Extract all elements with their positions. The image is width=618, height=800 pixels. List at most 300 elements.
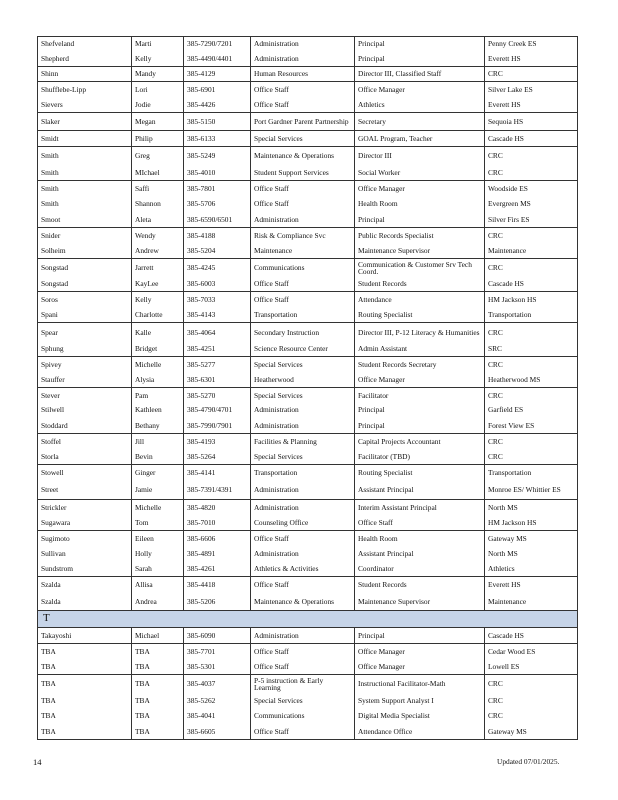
cell-title: Communication & Customer Srv Tech Coord. — [355, 259, 485, 277]
cell-last: TBA — [38, 709, 132, 724]
table-row — [38, 357, 578, 373]
cell-location: Transportation — [485, 465, 578, 481]
cell-last: TBA — [38, 675, 132, 693]
cell-title: Social Worker — [355, 165, 485, 181]
table-row — [38, 593, 578, 611]
cell-first: Michelle — [132, 357, 184, 373]
cell-title: System Support Analyst I — [355, 693, 485, 709]
cell-location: CRC — [485, 434, 578, 450]
cell-title: Office Staff — [355, 516, 485, 531]
cell-phone: 385-6133 — [184, 131, 251, 147]
cell-phone: 385-4064 — [184, 323, 251, 342]
cell-title: Assistant Principal — [355, 481, 485, 500]
cell-department: Office Staff — [251, 181, 355, 197]
cell-first: TBA — [132, 675, 184, 693]
cell-location: Garfield ES — [485, 403, 578, 418]
cell-first: Holly — [132, 547, 184, 562]
cell-phone: 385-5706 — [184, 197, 251, 212]
cell-department: Administration — [251, 418, 355, 434]
table-row — [38, 465, 578, 481]
section-header — [38, 611, 578, 628]
cell-first: Tom — [132, 516, 184, 531]
cell-first: Kalle — [132, 323, 184, 342]
cell-title: Facilitator (TBD) — [355, 450, 485, 465]
cell-title: Maintenance Supervisor — [355, 593, 485, 611]
cell-title: GOAL Program, Teacher — [355, 131, 485, 147]
cell-last: Sievers — [38, 98, 132, 113]
cell-last: Smith — [38, 197, 132, 212]
table-row — [38, 418, 578, 434]
cell-phone: 385-6606 — [184, 531, 251, 547]
cell-department: Heatherwood — [251, 373, 355, 388]
cell-phone: 385-6605 — [184, 724, 251, 740]
cell-last: Shefveland — [38, 37, 132, 51]
cell-location: Forest View ES — [485, 418, 578, 434]
cell-phone: 385-5150 — [184, 113, 251, 131]
cell-location: HM Jackson HS — [485, 292, 578, 308]
cell-phone: 385-6301 — [184, 373, 251, 388]
cell-title: Attendance Office — [355, 724, 485, 740]
cell-last: Stilwell — [38, 403, 132, 418]
cell-first: Allisa — [132, 577, 184, 593]
cell-phone: 385-6901 — [184, 82, 251, 98]
cell-department: Human Resources — [251, 67, 355, 82]
staff-directory-table — [37, 36, 578, 740]
cell-location: Transportation — [485, 308, 578, 323]
cell-phone: 385-4418 — [184, 577, 251, 593]
cell-department: P-5 instruction & Early Learning — [251, 675, 355, 693]
cell-department: Office Staff — [251, 82, 355, 98]
table-row — [38, 308, 578, 323]
cell-department: Communications — [251, 709, 355, 724]
table-row — [38, 277, 578, 292]
cell-department: Administration — [251, 628, 355, 644]
cell-last: Slaker — [38, 113, 132, 131]
cell-department: Office Staff — [251, 659, 355, 675]
cell-phone: 385-4426 — [184, 98, 251, 113]
cell-department: Maintenance — [251, 244, 355, 259]
cell-phone: 385-4041 — [184, 709, 251, 724]
cell-location: Maintenance — [485, 244, 578, 259]
cell-last: TBA — [38, 659, 132, 675]
cell-last: Smith — [38, 165, 132, 181]
cell-first: Shannon — [132, 197, 184, 212]
cell-phone: 385-4141 — [184, 465, 251, 481]
table-row — [38, 693, 578, 709]
cell-last: Szalda — [38, 577, 132, 593]
table-row — [38, 500, 578, 516]
cell-department: Administration — [251, 500, 355, 516]
cell-title: Office Manager — [355, 82, 485, 98]
cell-location: CRC — [485, 67, 578, 82]
table-row — [38, 37, 578, 51]
cell-last: TBA — [38, 644, 132, 659]
cell-title: Principal — [355, 628, 485, 644]
cell-department: Maintenance & Operations — [251, 147, 355, 165]
cell-location: Cascade HS — [485, 628, 578, 644]
cell-department: Administration — [251, 481, 355, 500]
cell-last: Sugawara — [38, 516, 132, 531]
cell-first: TBA — [132, 709, 184, 724]
cell-location: Gateway MS — [485, 531, 578, 547]
cell-phone: 385-4037 — [184, 675, 251, 693]
cell-department: Maintenance & Operations — [251, 593, 355, 611]
cell-phone: 385-6003 — [184, 277, 251, 292]
cell-first: Kelly — [132, 292, 184, 308]
cell-location: CRC — [485, 709, 578, 724]
table-row — [38, 67, 578, 82]
cell-department: Administration — [251, 51, 355, 67]
cell-phone: 385-6590/6501 — [184, 212, 251, 228]
cell-last: Stoddard — [38, 418, 132, 434]
cell-last: Solheim — [38, 244, 132, 259]
cell-title: Health Room — [355, 197, 485, 212]
cell-department: Special Services — [251, 450, 355, 465]
cell-last: Songstad — [38, 277, 132, 292]
cell-department: Port Gardner Parent Partnership — [251, 113, 355, 131]
cell-first: Jamie — [132, 481, 184, 500]
cell-last: Smidt — [38, 131, 132, 147]
cell-last: Soros — [38, 292, 132, 308]
table-row — [38, 244, 578, 259]
cell-phone: 385-4010 — [184, 165, 251, 181]
table-row — [38, 82, 578, 98]
cell-department: Special Services — [251, 388, 355, 403]
cell-first: Lori — [132, 82, 184, 98]
cell-first: Mandy — [132, 67, 184, 82]
cell-last: Sugimoto — [38, 531, 132, 547]
cell-first: Michael — [132, 628, 184, 644]
cell-location: CRC — [485, 675, 578, 693]
cell-department: Office Staff — [251, 577, 355, 593]
cell-first: Wendy — [132, 228, 184, 244]
cell-location: Heatherwood MS — [485, 373, 578, 388]
cell-phone: 385-4188 — [184, 228, 251, 244]
cell-first: Aleta — [132, 212, 184, 228]
cell-location: Silver Firs ES — [485, 212, 578, 228]
cell-last: Stever — [38, 388, 132, 403]
cell-location: Woodside ES — [485, 181, 578, 197]
cell-department: Administration — [251, 547, 355, 562]
cell-phone: 385-4790/4701 — [184, 403, 251, 418]
cell-department: Athletics & Activities — [251, 562, 355, 577]
cell-location: Everett HS — [485, 51, 578, 67]
cell-location: Cedar Wood ES — [485, 644, 578, 659]
cell-first: Andrea — [132, 593, 184, 611]
cell-first: MIchael — [132, 165, 184, 181]
cell-location: Cascade HS — [485, 131, 578, 147]
cell-last: TBA — [38, 693, 132, 709]
cell-last: Smoot — [38, 212, 132, 228]
cell-first: Pam — [132, 388, 184, 403]
section-letter: T — [38, 611, 578, 628]
cell-first: Alysia — [132, 373, 184, 388]
cell-location: CRC — [485, 228, 578, 244]
cell-phone: 385-7290/7201 — [184, 37, 251, 51]
cell-department: Science Resource Center — [251, 342, 355, 357]
table-row — [38, 342, 578, 357]
table-row — [38, 434, 578, 450]
cell-location: Athletics — [485, 562, 578, 577]
cell-location: CRC — [485, 259, 578, 277]
cell-title: Principal — [355, 51, 485, 67]
cell-location: SRC — [485, 342, 578, 357]
cell-department: Office Staff — [251, 724, 355, 740]
cell-first: TBA — [132, 693, 184, 709]
cell-department: Counseling Office — [251, 516, 355, 531]
cell-phone: 385-7801 — [184, 181, 251, 197]
cell-department: Office Staff — [251, 197, 355, 212]
cell-phone: 385-5249 — [184, 147, 251, 165]
table-row — [38, 51, 578, 67]
cell-last: Sundstrom — [38, 562, 132, 577]
table-row — [38, 113, 578, 131]
cell-title: Digital Media Specialist — [355, 709, 485, 724]
cell-location: CRC — [485, 450, 578, 465]
cell-title: Instructional Facilitator-Math — [355, 675, 485, 693]
table-row — [38, 562, 578, 577]
cell-first: Jodie — [132, 98, 184, 113]
cell-location: Everett HS — [485, 577, 578, 593]
cell-phone: 385-5204 — [184, 244, 251, 259]
cell-first: KayLee — [132, 277, 184, 292]
cell-location: Maintenance — [485, 593, 578, 611]
table-row — [38, 373, 578, 388]
cell-department: Risk & Compliance Svc — [251, 228, 355, 244]
cell-first: Philip — [132, 131, 184, 147]
cell-location: Gateway MS — [485, 724, 578, 740]
cell-last: Stowell — [38, 465, 132, 481]
cell-last: Szalda — [38, 593, 132, 611]
table-row — [38, 516, 578, 531]
cell-location: Evergreen MS — [485, 197, 578, 212]
cell-first: Bevin — [132, 450, 184, 465]
table-row — [38, 98, 578, 113]
cell-title: Routing Specialist — [355, 465, 485, 481]
cell-phone: 385-4891 — [184, 547, 251, 562]
cell-location: CRC — [485, 323, 578, 342]
updated-date: Updated 07/01/2025. — [497, 757, 560, 766]
cell-last: Takayoshi — [38, 628, 132, 644]
cell-location: Lowell ES — [485, 659, 578, 675]
cell-phone: 385-4251 — [184, 342, 251, 357]
cell-last: Smith — [38, 147, 132, 165]
cell-title: Capital Projects Accountant — [355, 434, 485, 450]
cell-first: Andrew — [132, 244, 184, 259]
cell-first: Michelle — [132, 500, 184, 516]
cell-first: Eileen — [132, 531, 184, 547]
cell-last: TBA — [38, 724, 132, 740]
cell-location: CRC — [485, 388, 578, 403]
cell-location: Sequoia HS — [485, 113, 578, 131]
table-row — [38, 147, 578, 165]
cell-department: Office Staff — [251, 531, 355, 547]
table-row — [38, 388, 578, 403]
cell-first: Marti — [132, 37, 184, 51]
cell-location: North MS — [485, 500, 578, 516]
cell-title: Director III — [355, 147, 485, 165]
cell-title: Public Records Specialist — [355, 228, 485, 244]
table-row — [38, 131, 578, 147]
cell-location: Silver Lake ES — [485, 82, 578, 98]
cell-phone: 385-4143 — [184, 308, 251, 323]
cell-department: Special Services — [251, 131, 355, 147]
cell-phone: 385-5206 — [184, 593, 251, 611]
cell-location: Everett HS — [485, 98, 578, 113]
cell-department: Special Services — [251, 693, 355, 709]
cell-department: Office Staff — [251, 98, 355, 113]
cell-location: North MS — [485, 547, 578, 562]
cell-phone: 385-7990/7901 — [184, 418, 251, 434]
cell-last: Street — [38, 481, 132, 500]
table-row — [38, 165, 578, 181]
cell-phone: 385-7701 — [184, 644, 251, 659]
cell-department: Office Staff — [251, 292, 355, 308]
cell-department: Administration — [251, 37, 355, 51]
cell-department: Secondary Instruction — [251, 323, 355, 342]
cell-department: Student Support Services — [251, 165, 355, 181]
cell-phone: 385-5301 — [184, 659, 251, 675]
cell-last: Sphung — [38, 342, 132, 357]
cell-last: Storla — [38, 450, 132, 465]
cell-phone: 385-4245 — [184, 259, 251, 277]
cell-title: Principal — [355, 212, 485, 228]
cell-first: Ginger — [132, 465, 184, 481]
cell-first: Sarah — [132, 562, 184, 577]
cell-phone: 385-4490/4401 — [184, 51, 251, 67]
cell-last: Shinn — [38, 67, 132, 82]
cell-title: Health Room — [355, 531, 485, 547]
cell-last: Snider — [38, 228, 132, 244]
cell-phone: 385-4193 — [184, 434, 251, 450]
cell-first: Jarrett — [132, 259, 184, 277]
cell-title: Director III, P-12 Literacy & Humanities — [355, 323, 485, 342]
cell-first: Megan — [132, 113, 184, 131]
cell-title: Facilitator — [355, 388, 485, 403]
table-row — [38, 644, 578, 659]
cell-location: Cascade HS — [485, 277, 578, 292]
cell-department: Facilities & Planning — [251, 434, 355, 450]
cell-title: Director III, Classified Staff — [355, 67, 485, 82]
cell-last: Smith — [38, 181, 132, 197]
cell-department: Transportation — [251, 308, 355, 323]
cell-last: Stauffer — [38, 373, 132, 388]
table-row — [38, 403, 578, 418]
cell-last: Stoffel — [38, 434, 132, 450]
cell-location: HM Jackson HS — [485, 516, 578, 531]
cell-phone: 385-5270 — [184, 388, 251, 403]
cell-title: Athletics — [355, 98, 485, 113]
cell-first: Kelly — [132, 51, 184, 67]
cell-title: Interim Assistant Principal — [355, 500, 485, 516]
table-row — [38, 197, 578, 212]
table-row — [38, 675, 578, 693]
table-row — [38, 531, 578, 547]
cell-phone: 385-5264 — [184, 450, 251, 465]
table-row — [38, 547, 578, 562]
cell-title: Principal — [355, 37, 485, 51]
cell-title: Principal — [355, 403, 485, 418]
cell-phone: 385-7033 — [184, 292, 251, 308]
table-row — [38, 292, 578, 308]
table-row — [38, 212, 578, 228]
cell-first: TBA — [132, 644, 184, 659]
cell-department: Special Services — [251, 357, 355, 373]
cell-title: Student Records — [355, 577, 485, 593]
cell-title: Office Manager — [355, 644, 485, 659]
table-row — [38, 228, 578, 244]
cell-last: Shepherd — [38, 51, 132, 67]
cell-department: Administration — [251, 403, 355, 418]
cell-first: Bridget — [132, 342, 184, 357]
cell-last: Spani — [38, 308, 132, 323]
cell-department: Office Staff — [251, 277, 355, 292]
cell-department: Transportation — [251, 465, 355, 481]
cell-first: Bethany — [132, 418, 184, 434]
cell-location: CRC — [485, 147, 578, 165]
cell-first: Saffi — [132, 181, 184, 197]
cell-phone: 385-6090 — [184, 628, 251, 644]
cell-title: Coordinator — [355, 562, 485, 577]
cell-last: Songstad — [38, 259, 132, 277]
cell-department: Administration — [251, 212, 355, 228]
cell-title: Assistant Principal — [355, 547, 485, 562]
table-row — [38, 181, 578, 197]
table-row — [38, 481, 578, 500]
table-row — [38, 628, 578, 644]
cell-title: Office Manager — [355, 373, 485, 388]
cell-first: Charlotte — [132, 308, 184, 323]
cell-last: Shufflebe-Lipp — [38, 82, 132, 98]
cell-phone: 385-4820 — [184, 500, 251, 516]
cell-phone: 385-5277 — [184, 357, 251, 373]
table-row — [38, 450, 578, 465]
cell-last: Spear — [38, 323, 132, 342]
cell-phone: 385-7391/4391 — [184, 481, 251, 500]
cell-title: Principal — [355, 418, 485, 434]
cell-title: Maintenance Supervisor — [355, 244, 485, 259]
cell-department: Office Staff — [251, 644, 355, 659]
cell-title: Attendance — [355, 292, 485, 308]
table-row — [38, 709, 578, 724]
cell-first: TBA — [132, 724, 184, 740]
cell-title: Student Records — [355, 277, 485, 292]
page-number: 14 — [33, 757, 42, 767]
cell-title: Student Records Secretary — [355, 357, 485, 373]
cell-department: Communications — [251, 259, 355, 277]
cell-first: Jill — [132, 434, 184, 450]
cell-first: TBA — [132, 659, 184, 675]
cell-first: Greg — [132, 147, 184, 165]
cell-location: Penny Creek ES — [485, 37, 578, 51]
cell-phone: 385-4261 — [184, 562, 251, 577]
cell-title: Office Manager — [355, 659, 485, 675]
table-row — [38, 259, 578, 277]
cell-title: Office Manager — [355, 181, 485, 197]
table-row — [38, 724, 578, 740]
cell-title: Routing Specialist — [355, 308, 485, 323]
cell-title: Secretary — [355, 113, 485, 131]
cell-location: CRC — [485, 693, 578, 709]
cell-location: CRC — [485, 357, 578, 373]
table-row — [38, 659, 578, 675]
cell-last: Sullivan — [38, 547, 132, 562]
cell-last: Strickler — [38, 500, 132, 516]
cell-location: Monroe ES/ Whittier ES — [485, 481, 578, 500]
cell-phone: 385-4129 — [184, 67, 251, 82]
cell-phone: 385-5262 — [184, 693, 251, 709]
cell-phone: 385-7010 — [184, 516, 251, 531]
